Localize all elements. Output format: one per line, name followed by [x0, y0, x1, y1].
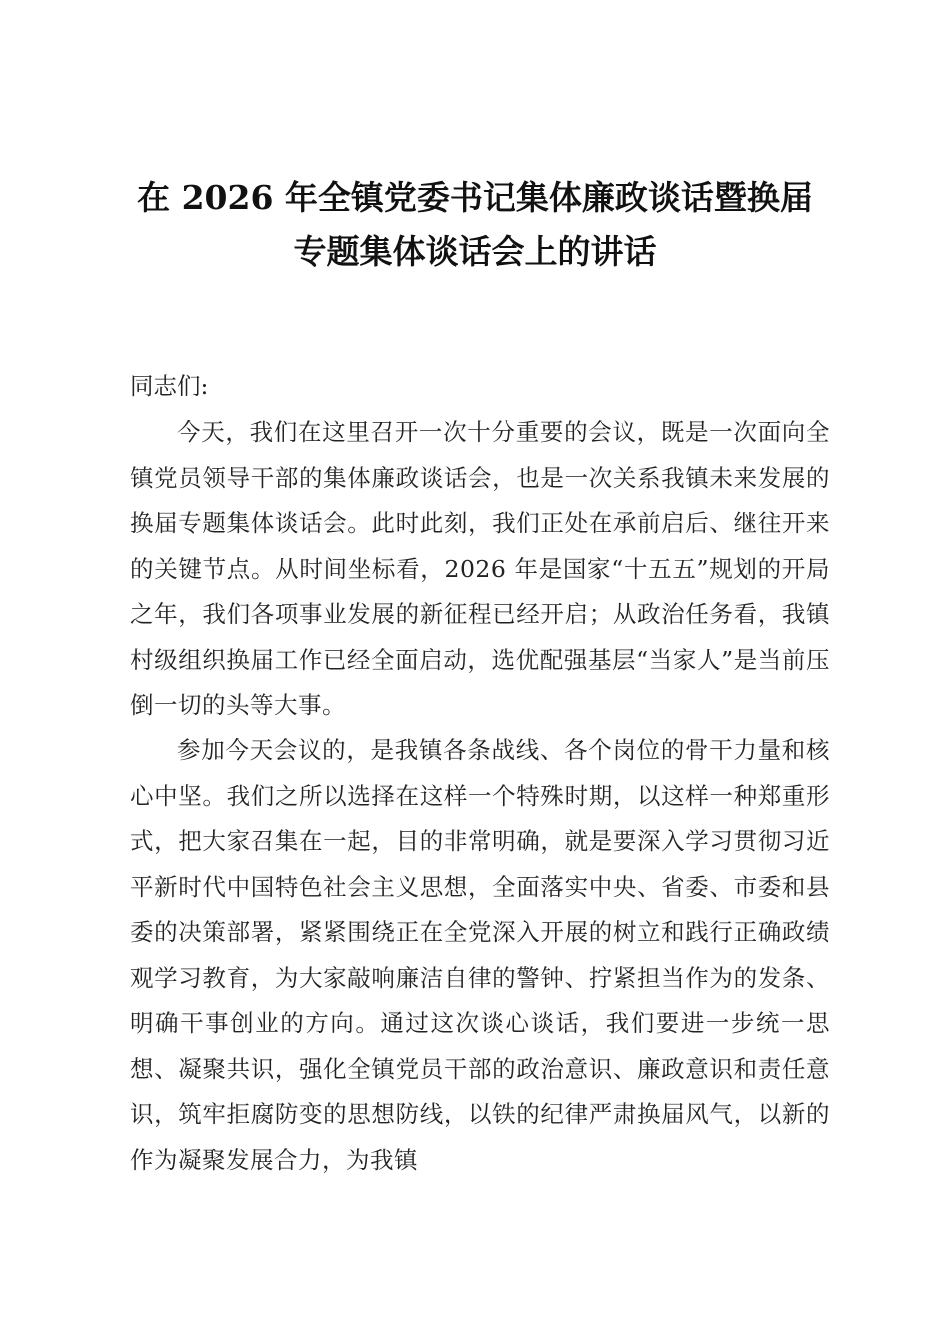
document-title-line-2: 专题集体谈话会上的讲话 [293, 232, 657, 271]
paragraph-1: 今天，我们在这里召开一次十分重要的会议，既是一次面向全镇党员领导干部的集体廉政谈话会，也是一次关系我镇未来发展的换届专题集体谈话会。此时此刻，我们正处在承前启后、继往开来的关键节点。从时间坐标看，2026 年是国家“十五五”规划的开局之年，我们各项事业发展的新征程已经开启；从政治任务看，我镇村级组织换届工作已经全面启动，选优配强基层“当家人”是当前压倒一切的头等大事。 [130, 418, 830, 719]
salutation: 同志们: [130, 372, 209, 400]
document-title-line-1: 在 2026 年全镇党委书记集体廉政谈话暨换届 [137, 178, 813, 217]
paragraph-1-container [130, 410, 830, 729]
paragraph-2-container [130, 728, 830, 1183]
paragraph-2: 参加今天会议的，是我镇各条战线、各个岗位的骨干力量和核心中坚。我们之所以选择在这样一个特殊时期，以这样一种郑重形式，把大家召集在一起，目的非常明确，就是要深入学习贯彻习近平新时代中国特色社会主义思想，全面落实中央、省委、市委和县委的决策部署，紧紧围绕正在全党深入开展的树立和践行正确政绩观学习教育，为大家敲响廉洁自律的警钟、拧紧担当作为的发条、明确干事创业的方向。通过这次谈心谈话，我们要进一步统一思想、凝聚共识，强化全镇党员干部的政治意识、廉政意识和责任意识，筑牢拒腐防变的思想防线，以铁的纪律严肃换届风气，以新的作为凝聚发展合力，为我镇 [130, 736, 830, 1174]
